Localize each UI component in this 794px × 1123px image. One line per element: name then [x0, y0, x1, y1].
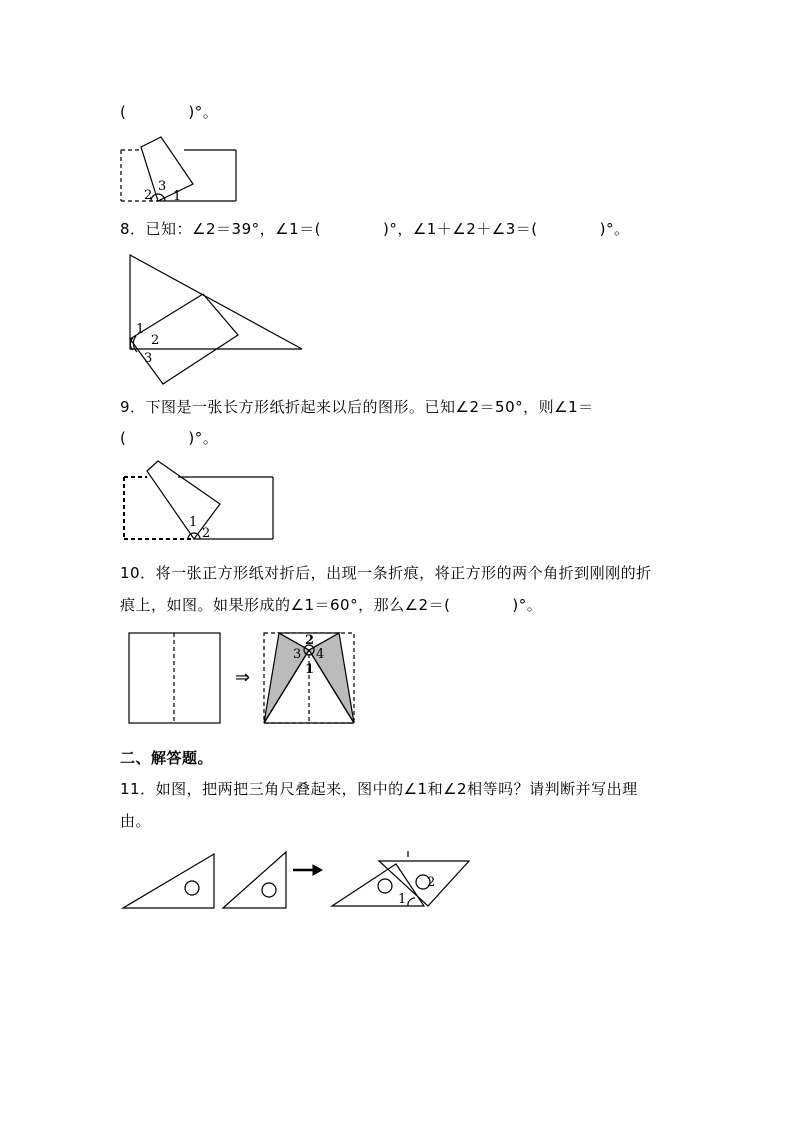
fig7-label-1: 1: [173, 189, 182, 204]
fig10-arrow: ⇒: [235, 667, 251, 688]
q11-text-line1: 11．如图，把两把三角尺叠起来，图中的∠1和∠2相等吗？请判断并写出理: [120, 780, 638, 798]
q7-answer-line: ( )°。: [120, 103, 219, 121]
q10-text-line2: 痕上，如图。如果形成的∠1＝60°，那么∠2＝( )°。: [120, 596, 543, 614]
fig7-label-3: 3: [158, 179, 167, 194]
fig8-label-2: 2: [151, 333, 160, 348]
fig7-label-2: 2: [144, 188, 153, 203]
fig10-label-4: 4: [316, 647, 325, 662]
fig10-label-2: 2: [305, 633, 315, 648]
q9-text-line1: 9．下图是一张长方形纸折起来以后的图形。已知∠2＝50°，则∠1＝: [120, 398, 594, 416]
fig10-label-1: 1: [305, 662, 315, 677]
figure-q8-folded-triangle: [125, 252, 307, 387]
fig8-label-1: 1: [136, 322, 145, 337]
q8-text: 8．已知：∠2＝39°，∠1＝( )°，∠1＋∠2＋∠3＝( )°。: [120, 220, 630, 238]
figure-q11-set-squares: [118, 848, 473, 910]
figure-q7-folded-rectangle: [118, 133, 242, 205]
q11-text-line2: 由。: [120, 812, 152, 830]
fig11-label-1: 1: [398, 892, 407, 907]
fig8-label-3: 3: [144, 351, 153, 366]
figure-q10-square-fold: [125, 628, 360, 728]
q10-text-line1: 10．将一张正方形纸对折后，出现一条折痕，将正方形的两个角折到刚刚的折: [120, 564, 652, 582]
fig11-label-2: 2: [427, 875, 436, 890]
fig9-label-1: 1: [189, 515, 198, 530]
figure-q9-folded-rectangle: [120, 457, 278, 543]
fig10-label-3: 3: [293, 647, 302, 662]
fig9-label-2: 2: [202, 526, 211, 541]
q9-text-line2: ( )°。: [120, 429, 219, 447]
section-heading-answer-questions: 二、解答题。: [120, 749, 214, 767]
